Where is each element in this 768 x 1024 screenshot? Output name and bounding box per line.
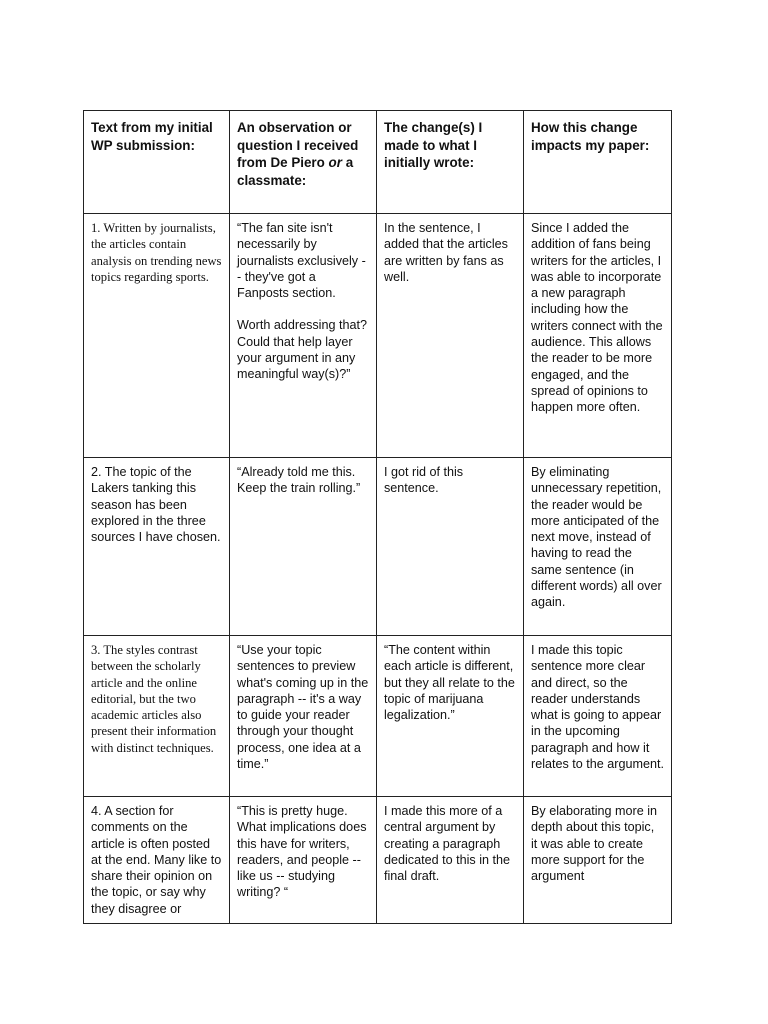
- row2-original: 2. The topic of the Lakers tanking this season has been explored in the three sources I have chosen.: [84, 458, 230, 636]
- table-row: [84, 636, 672, 797]
- row4-impact: By elaborating more in depth about this topic, it was able to create more support for the argument: [524, 797, 672, 924]
- row4-feedback: “This is pretty huge. What implications does this have for writers, readers, and people -- like us -- studying writing? “: [230, 797, 377, 924]
- row1-impact: Since I added the addition of fans being writers for the articles, I was able to incorporate a new paragraph including how the writers connect with the audience. This allows the reader to be more engaged, and the spread of opinions to happen more often.: [524, 214, 672, 458]
- header-impact: How this change impacts my paper:: [524, 111, 672, 214]
- row4-original: 4. A section for comments on the article is often posted at the end. Many like to share their opinion on the topic, or say why they disagree or: [91, 804, 222, 916]
- row3-original: 3. The styles contrast between the scholarly article and the online editorial, but the two academic articles also present their information with distinct techniques.: [84, 636, 230, 797]
- header-observation: [230, 111, 377, 214]
- header-observation-a: An observation or question I received from De Piero: [237, 120, 359, 170]
- row2-feedback: “Already told me this. Keep the train rolling.”: [230, 458, 377, 636]
- header-original-text: Text from my initial WP submission:: [84, 111, 230, 214]
- header-row: [84, 111, 672, 214]
- header-observation-or: or: [328, 155, 342, 170]
- header-changes: The change(s) I made to what I initially wrote:: [377, 111, 524, 214]
- row3-feedback: “Use your topic sentences to preview what's coming up in the paragraph -- it's a way to guide your reader through your thought process, one idea at a time.”: [230, 636, 377, 797]
- table-row: [84, 214, 672, 458]
- row4-change: I made this more of a central argument by creating a paragraph dedicated to this in the final draft.: [377, 797, 524, 924]
- row1-feedback: [230, 214, 377, 458]
- row1-change: In the sentence, I added that the articles are written by fans as well.: [377, 214, 524, 458]
- row3-change: “The content within each article is different, but they all relate to the topic of marijuana legalization.”: [377, 636, 524, 797]
- row1-feedback-p1: “The fan site isn't necessarily by journalists exclusively -- they've got a Fanposts section.: [237, 221, 366, 301]
- row2-change: I got rid of this sentence.: [377, 458, 524, 636]
- row1-feedback-p2: Worth addressing that? Could that help layer your argument in any meaningful way(s)?”: [237, 318, 367, 382]
- revision-table: [83, 110, 672, 924]
- table-row: [84, 797, 672, 924]
- row3-impact: I made this topic sentence more clear and direct, so the reader understands what is going to appear in the upcoming paragraph and how it relates to the argument.: [524, 636, 672, 797]
- row4-original-cell: [84, 797, 230, 924]
- row2-impact: By eliminating unnecessary repetition, the reader would be more anticipated of the next move, instead of having to read the same sentence (in different words) all over again.: [524, 458, 672, 636]
- table-row: [84, 458, 672, 636]
- header-observation-b: a classmate:: [237, 155, 354, 188]
- row1-original: 1. Written by journalists, the articles contain analysis on trending news topics regarding sports.: [84, 214, 230, 458]
